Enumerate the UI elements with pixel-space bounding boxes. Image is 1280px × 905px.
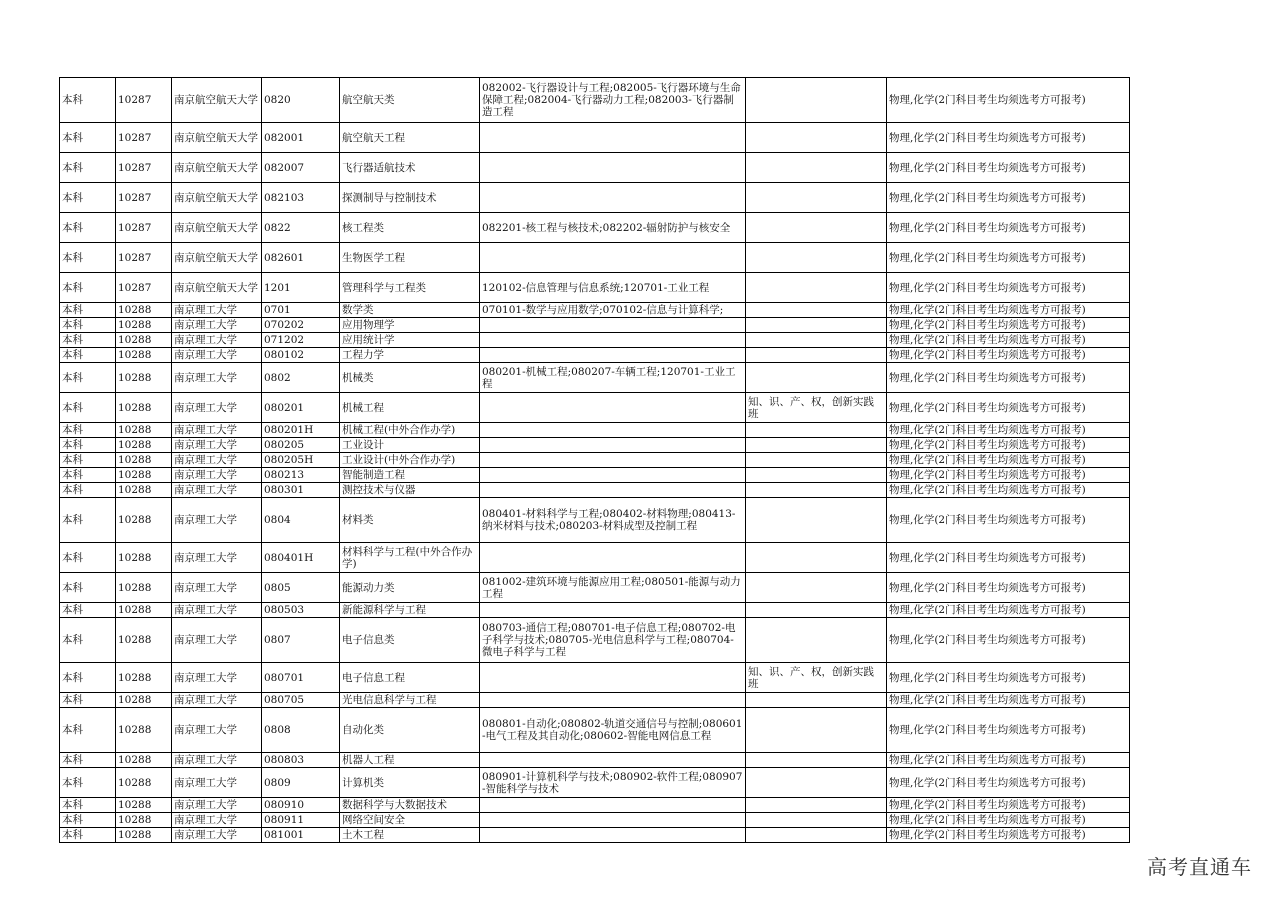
- school-name-cell: 南京理工大学: [172, 303, 262, 318]
- table-row: [60, 798, 1130, 813]
- major-code-cell: 1201: [262, 273, 340, 303]
- major-code-cell: 080201H: [262, 423, 340, 438]
- major-code-cell: 080213: [262, 468, 340, 483]
- school-name-cell: 南京理工大学: [172, 543, 262, 573]
- notes-cell: [746, 303, 887, 318]
- subject-requirement-cell: 物理,化学(2门科目考生均须选考方可报考): [887, 603, 1130, 618]
- major-name-cell: 管理科学与工程类: [340, 273, 480, 303]
- included-majors-cell: [480, 483, 746, 498]
- table-row: [60, 813, 1130, 828]
- level-cell: 本科: [60, 573, 116, 603]
- school-name-cell: 南京理工大学: [172, 348, 262, 363]
- major-name-cell: 电子信息类: [340, 618, 480, 663]
- major-name-cell: 数学类: [340, 303, 480, 318]
- notes-cell: [746, 423, 887, 438]
- school-name-cell: 南京理工大学: [172, 453, 262, 468]
- notes-cell: [746, 438, 887, 453]
- major-code-cell: 080301: [262, 483, 340, 498]
- watermark-text: 高考直通车: [1147, 855, 1252, 879]
- table-row: [60, 183, 1130, 213]
- table-row: [60, 498, 1130, 543]
- major-code-cell: 080205H: [262, 453, 340, 468]
- included-majors-cell: 120102-信息管理与信息系统;120701-工业工程: [480, 273, 746, 303]
- subject-requirement-cell: 物理,化学(2门科目考生均须选考方可报考): [887, 573, 1130, 603]
- major-code-cell: 071202: [262, 333, 340, 348]
- notes-cell: [746, 243, 887, 273]
- school-name-cell: 南京航空航天大学: [172, 153, 262, 183]
- table-row: [60, 423, 1130, 438]
- school-code-cell: 10288: [116, 393, 172, 423]
- major-code-cell: 070202: [262, 318, 340, 333]
- subject-requirement-cell: 物理,化学(2门科目考生均须选考方可报考): [887, 348, 1130, 363]
- level-cell: 本科: [60, 753, 116, 768]
- school-name-cell: 南京理工大学: [172, 813, 262, 828]
- school-code-cell: 10288: [116, 438, 172, 453]
- school-code-cell: 10288: [116, 813, 172, 828]
- school-name-cell: 南京理工大学: [172, 363, 262, 393]
- major-name-cell: 土木工程: [340, 828, 480, 843]
- major-name-cell: 新能源科学与工程: [340, 603, 480, 618]
- major-name-cell: 网络空间安全: [340, 813, 480, 828]
- included-majors-cell: [480, 318, 746, 333]
- school-code-cell: 10288: [116, 573, 172, 603]
- subject-requirement-cell: 物理,化学(2门科目考生均须选考方可报考): [887, 828, 1130, 843]
- notes-cell: [746, 273, 887, 303]
- major-code-cell: 080910: [262, 798, 340, 813]
- school-code-cell: 10287: [116, 273, 172, 303]
- major-name-cell: 光电信息科学与工程: [340, 693, 480, 708]
- school-name-cell: 南京航空航天大学: [172, 213, 262, 243]
- school-code-cell: 10288: [116, 828, 172, 843]
- included-majors-cell: [480, 183, 746, 213]
- school-code-cell: 10288: [116, 498, 172, 543]
- subject-requirement-cell: 物理,化学(2门科目考生均须选考方可报考): [887, 393, 1130, 423]
- level-cell: 本科: [60, 213, 116, 243]
- included-majors-cell: [480, 753, 746, 768]
- major-name-cell: 数据科学与大数据技术: [340, 798, 480, 813]
- subject-requirement-cell: 物理,化学(2门科目考生均须选考方可报考): [887, 183, 1130, 213]
- school-name-cell: 南京理工大学: [172, 693, 262, 708]
- notes-cell: [746, 693, 887, 708]
- school-name-cell: 南京理工大学: [172, 618, 262, 663]
- major-name-cell: 测控技术与仪器: [340, 483, 480, 498]
- major-code-cell: 082007: [262, 153, 340, 183]
- table-body: [60, 78, 1130, 843]
- level-cell: 本科: [60, 708, 116, 753]
- level-cell: 本科: [60, 543, 116, 573]
- school-name-cell: 南京理工大学: [172, 573, 262, 603]
- school-code-cell: 10288: [116, 423, 172, 438]
- major-code-cell: 080503: [262, 603, 340, 618]
- notes-cell: [746, 348, 887, 363]
- school-code-cell: 10287: [116, 213, 172, 243]
- school-code-cell: 10288: [116, 603, 172, 618]
- major-name-cell: 自动化类: [340, 708, 480, 753]
- level-cell: 本科: [60, 693, 116, 708]
- major-name-cell: 能源动力类: [340, 573, 480, 603]
- level-cell: 本科: [60, 603, 116, 618]
- table-row: [60, 663, 1130, 693]
- school-name-cell: 南京理工大学: [172, 768, 262, 798]
- school-code-cell: 10288: [116, 333, 172, 348]
- subject-requirement-cell: 物理,化学(2门科目考生均须选考方可报考): [887, 753, 1130, 768]
- subject-requirement-cell: 物理,化学(2门科目考生均须选考方可报考): [887, 423, 1130, 438]
- table-row: [60, 543, 1130, 573]
- subject-requirement-cell: 物理,化学(2门科目考生均须选考方可报考): [887, 153, 1130, 183]
- school-name-cell: 南京理工大学: [172, 318, 262, 333]
- major-name-cell: 工业设计: [340, 438, 480, 453]
- school-name-cell: 南京理工大学: [172, 708, 262, 753]
- major-name-cell: 航空航天类: [340, 78, 480, 123]
- level-cell: 本科: [60, 243, 116, 273]
- included-majors-cell: 070101-数学与应用数学;070102-信息与计算科学;: [480, 303, 746, 318]
- major-code-cell: 080401H: [262, 543, 340, 573]
- level-cell: 本科: [60, 498, 116, 543]
- major-name-cell: 探测制导与控制技术: [340, 183, 480, 213]
- level-cell: 本科: [60, 318, 116, 333]
- major-code-cell: 080803: [262, 753, 340, 768]
- level-cell: 本科: [60, 348, 116, 363]
- school-name-cell: 南京理工大学: [172, 798, 262, 813]
- school-code-cell: 10288: [116, 768, 172, 798]
- table-row: [60, 618, 1130, 663]
- subject-requirement-cell: 物理,化学(2门科目考生均须选考方可报考): [887, 363, 1130, 393]
- subject-requirement-cell: 物理,化学(2门科目考生均须选考方可报考): [887, 768, 1130, 798]
- table-row: [60, 273, 1130, 303]
- notes-cell: [746, 603, 887, 618]
- notes-cell: [746, 798, 887, 813]
- notes-cell: [746, 753, 887, 768]
- level-cell: 本科: [60, 363, 116, 393]
- major-code-cell: 0805: [262, 573, 340, 603]
- table-row: [60, 768, 1130, 798]
- included-majors-cell: [480, 813, 746, 828]
- major-code-cell: 0822: [262, 213, 340, 243]
- notes-cell: [746, 123, 887, 153]
- included-majors-cell: [480, 153, 746, 183]
- table-row: [60, 153, 1130, 183]
- subject-requirement-cell: 物理,化学(2门科目考生均须选考方可报考): [887, 693, 1130, 708]
- major-code-cell: 082601: [262, 243, 340, 273]
- major-code-cell: 080201: [262, 393, 340, 423]
- school-code-cell: 10288: [116, 543, 172, 573]
- notes-cell: [746, 483, 887, 498]
- included-majors-cell: [480, 333, 746, 348]
- major-name-cell: 智能制造工程: [340, 468, 480, 483]
- included-majors-cell: [480, 468, 746, 483]
- school-code-cell: 10287: [116, 183, 172, 213]
- table-row: [60, 333, 1130, 348]
- school-name-cell: 南京理工大学: [172, 423, 262, 438]
- school-code-cell: 10288: [116, 618, 172, 663]
- subject-requirement-cell: 物理,化学(2门科目考生均须选考方可报考): [887, 663, 1130, 693]
- included-majors-cell: 080401-材料科学与工程;080402-材料物理;080413-纳米材料与技术;080203-材料成型及控制工程: [480, 498, 746, 543]
- level-cell: 本科: [60, 438, 116, 453]
- included-majors-cell: [480, 453, 746, 468]
- included-majors-cell: [480, 693, 746, 708]
- included-majors-cell: [480, 243, 746, 273]
- subject-requirement-cell: 物理,化学(2门科目考生均须选考方可报考): [887, 213, 1130, 243]
- major-name-cell: 机器人工程: [340, 753, 480, 768]
- table-row: [60, 753, 1130, 768]
- school-code-cell: 10288: [116, 693, 172, 708]
- level-cell: 本科: [60, 813, 116, 828]
- level-cell: 本科: [60, 273, 116, 303]
- table-row: [60, 318, 1130, 333]
- level-cell: 本科: [60, 828, 116, 843]
- subject-requirement-cell: 物理,化学(2门科目考生均须选考方可报考): [887, 453, 1130, 468]
- school-code-cell: 10288: [116, 708, 172, 753]
- level-cell: 本科: [60, 423, 116, 438]
- school-name-cell: 南京理工大学: [172, 828, 262, 843]
- major-name-cell: 电子信息工程: [340, 663, 480, 693]
- included-majors-cell: 080201-机械工程;080207-车辆工程;120701-工业工程: [480, 363, 746, 393]
- included-majors-cell: [480, 543, 746, 573]
- level-cell: 本科: [60, 663, 116, 693]
- included-majors-cell: [480, 393, 746, 423]
- notes-cell: 知、识、产、权，创新实践班: [746, 663, 887, 693]
- table-row: [60, 213, 1130, 243]
- notes-cell: [746, 468, 887, 483]
- major-code-cell: 0802: [262, 363, 340, 393]
- notes-cell: [746, 828, 887, 843]
- major-name-cell: 工程力学: [340, 348, 480, 363]
- major-code-cell: 082103: [262, 183, 340, 213]
- subject-requirement-cell: 物理,化学(2门科目考生均须选考方可报考): [887, 468, 1130, 483]
- major-code-cell: 081001: [262, 828, 340, 843]
- level-cell: 本科: [60, 618, 116, 663]
- included-majors-cell: 080801-自动化;080802-轨道交通信号与控制;080601-电气工程及其自动化;080602-智能电网信息工程: [480, 708, 746, 753]
- level-cell: 本科: [60, 798, 116, 813]
- major-name-cell: 机械类: [340, 363, 480, 393]
- table-row: [60, 453, 1130, 468]
- table-row: [60, 828, 1130, 843]
- level-cell: 本科: [60, 468, 116, 483]
- school-name-cell: 南京理工大学: [172, 438, 262, 453]
- table-row: [60, 243, 1130, 273]
- table-row: [60, 393, 1130, 423]
- table-row: [60, 468, 1130, 483]
- included-majors-cell: 080901-计算机科学与技术;080902-软件工程;080907-智能科学与技术: [480, 768, 746, 798]
- notes-cell: [746, 183, 887, 213]
- subject-requirement-cell: 物理,化学(2门科目考生均须选考方可报考): [887, 123, 1130, 153]
- notes-cell: [746, 618, 887, 663]
- notes-cell: [746, 363, 887, 393]
- major-code-cell: 080705: [262, 693, 340, 708]
- notes-cell: [746, 768, 887, 798]
- table-row: [60, 363, 1130, 393]
- school-code-cell: 10287: [116, 153, 172, 183]
- major-name-cell: 核工程类: [340, 213, 480, 243]
- included-majors-cell: 082002-飞行器设计与工程;082005-飞行器环境与生命保障工程;082004-飞行器动力工程;082003-飞行器制造工程: [480, 78, 746, 123]
- included-majors-cell: [480, 123, 746, 153]
- notes-cell: [746, 543, 887, 573]
- major-name-cell: 生物医学工程: [340, 243, 480, 273]
- school-code-cell: 10288: [116, 753, 172, 768]
- subject-requirement-cell: 物理,化学(2门科目考生均须选考方可报考): [887, 498, 1130, 543]
- school-name-cell: 南京航空航天大学: [172, 273, 262, 303]
- school-name-cell: 南京航空航天大学: [172, 183, 262, 213]
- major-name-cell: 计算机类: [340, 768, 480, 798]
- notes-cell: [746, 498, 887, 543]
- table-row: [60, 483, 1130, 498]
- school-code-cell: 10288: [116, 663, 172, 693]
- notes-cell: [746, 573, 887, 603]
- notes-cell: [746, 318, 887, 333]
- admission-table: [59, 77, 1130, 843]
- school-code-cell: 10288: [116, 468, 172, 483]
- included-majors-cell: [480, 423, 746, 438]
- table-row: [60, 603, 1130, 618]
- level-cell: 本科: [60, 453, 116, 468]
- school-name-cell: 南京理工大学: [172, 468, 262, 483]
- major-name-cell: 应用物理学: [340, 318, 480, 333]
- major-code-cell: 0808: [262, 708, 340, 753]
- table-row: [60, 708, 1130, 753]
- school-code-cell: 10288: [116, 798, 172, 813]
- subject-requirement-cell: 物理,化学(2门科目考生均须选考方可报考): [887, 303, 1130, 318]
- notes-cell: [746, 78, 887, 123]
- major-name-cell: 飞行器适航技术: [340, 153, 480, 183]
- level-cell: 本科: [60, 123, 116, 153]
- major-name-cell: 材料类: [340, 498, 480, 543]
- notes-cell: [746, 708, 887, 753]
- major-code-cell: 0701: [262, 303, 340, 318]
- major-name-cell: 工业设计(中外合作办学): [340, 453, 480, 468]
- major-code-cell: 0820: [262, 78, 340, 123]
- level-cell: 本科: [60, 333, 116, 348]
- subject-requirement-cell: 物理,化学(2门科目考生均须选考方可报考): [887, 813, 1130, 828]
- school-name-cell: 南京理工大学: [172, 393, 262, 423]
- notes-cell: [746, 153, 887, 183]
- school-code-cell: 10287: [116, 123, 172, 153]
- level-cell: 本科: [60, 78, 116, 123]
- school-code-cell: 10287: [116, 243, 172, 273]
- school-code-cell: 10288: [116, 483, 172, 498]
- included-majors-cell: 082201-核工程与核技术;082202-辐射防护与核安全: [480, 213, 746, 243]
- major-code-cell: 0804: [262, 498, 340, 543]
- notes-cell: [746, 813, 887, 828]
- major-name-cell: 材料科学与工程(中外合作办学): [340, 543, 480, 573]
- subject-requirement-cell: 物理,化学(2门科目考生均须选考方可报考): [887, 318, 1130, 333]
- school-name-cell: 南京航空航天大学: [172, 78, 262, 123]
- major-code-cell: 080205: [262, 438, 340, 453]
- subject-requirement-cell: 物理,化学(2门科目考生均须选考方可报考): [887, 708, 1130, 753]
- table-row: [60, 438, 1130, 453]
- subject-requirement-cell: 物理,化学(2门科目考生均须选考方可报考): [887, 798, 1130, 813]
- major-name-cell: 航空航天工程: [340, 123, 480, 153]
- table-row: [60, 573, 1130, 603]
- notes-cell: [746, 453, 887, 468]
- school-code-cell: 10287: [116, 78, 172, 123]
- subject-requirement-cell: 物理,化学(2门科目考生均须选考方可报考): [887, 78, 1130, 123]
- major-name-cell: 机械工程: [340, 393, 480, 423]
- included-majors-cell: [480, 438, 746, 453]
- included-majors-cell: [480, 348, 746, 363]
- subject-requirement-cell: 物理,化学(2门科目考生均须选考方可报考): [887, 438, 1130, 453]
- included-majors-cell: [480, 663, 746, 693]
- major-code-cell: 080911: [262, 813, 340, 828]
- table-row: [60, 348, 1130, 363]
- included-majors-cell: 080703-通信工程;080701-电子信息工程;080702-电子科学与技术;080705-光电信息科学与工程;080704-微电子科学与工程: [480, 618, 746, 663]
- major-name-cell: 机械工程(中外合作办学): [340, 423, 480, 438]
- school-name-cell: 南京理工大学: [172, 333, 262, 348]
- school-name-cell: 南京理工大学: [172, 483, 262, 498]
- school-code-cell: 10288: [116, 453, 172, 468]
- subject-requirement-cell: 物理,化学(2门科目考生均须选考方可报考): [887, 483, 1130, 498]
- table-row: [60, 693, 1130, 708]
- school-name-cell: 南京航空航天大学: [172, 243, 262, 273]
- included-majors-cell: 081002-建筑环境与能源应用工程;080501-能源与动力工程: [480, 573, 746, 603]
- major-code-cell: 080701: [262, 663, 340, 693]
- school-name-cell: 南京理工大学: [172, 753, 262, 768]
- major-code-cell: 082001: [262, 123, 340, 153]
- major-code-cell: 080102: [262, 348, 340, 363]
- school-name-cell: 南京理工大学: [172, 663, 262, 693]
- major-name-cell: 应用统计学: [340, 333, 480, 348]
- table-row: [60, 78, 1130, 123]
- school-name-cell: 南京理工大学: [172, 603, 262, 618]
- notes-cell: 知、识、产、权，创新实践班: [746, 393, 887, 423]
- school-name-cell: 南京航空航天大学: [172, 123, 262, 153]
- school-code-cell: 10288: [116, 303, 172, 318]
- included-majors-cell: [480, 603, 746, 618]
- level-cell: 本科: [60, 303, 116, 318]
- table-row: [60, 303, 1130, 318]
- school-code-cell: 10288: [116, 318, 172, 333]
- subject-requirement-cell: 物理,化学(2门科目考生均须选考方可报考): [887, 543, 1130, 573]
- level-cell: 本科: [60, 183, 116, 213]
- major-code-cell: 0807: [262, 618, 340, 663]
- school-code-cell: 10288: [116, 348, 172, 363]
- notes-cell: [746, 333, 887, 348]
- major-code-cell: 0809: [262, 768, 340, 798]
- level-cell: 本科: [60, 768, 116, 798]
- notes-cell: [746, 213, 887, 243]
- subject-requirement-cell: 物理,化学(2门科目考生均须选考方可报考): [887, 273, 1130, 303]
- school-name-cell: 南京理工大学: [172, 498, 262, 543]
- subject-requirement-cell: 物理,化学(2门科目考生均须选考方可报考): [887, 618, 1130, 663]
- subject-requirement-cell: 物理,化学(2门科目考生均须选考方可报考): [887, 243, 1130, 273]
- level-cell: 本科: [60, 153, 116, 183]
- level-cell: 本科: [60, 393, 116, 423]
- level-cell: 本科: [60, 483, 116, 498]
- included-majors-cell: [480, 798, 746, 813]
- included-majors-cell: [480, 828, 746, 843]
- subject-requirement-cell: 物理,化学(2门科目考生均须选考方可报考): [887, 333, 1130, 348]
- table-row: [60, 123, 1130, 153]
- school-code-cell: 10288: [116, 363, 172, 393]
